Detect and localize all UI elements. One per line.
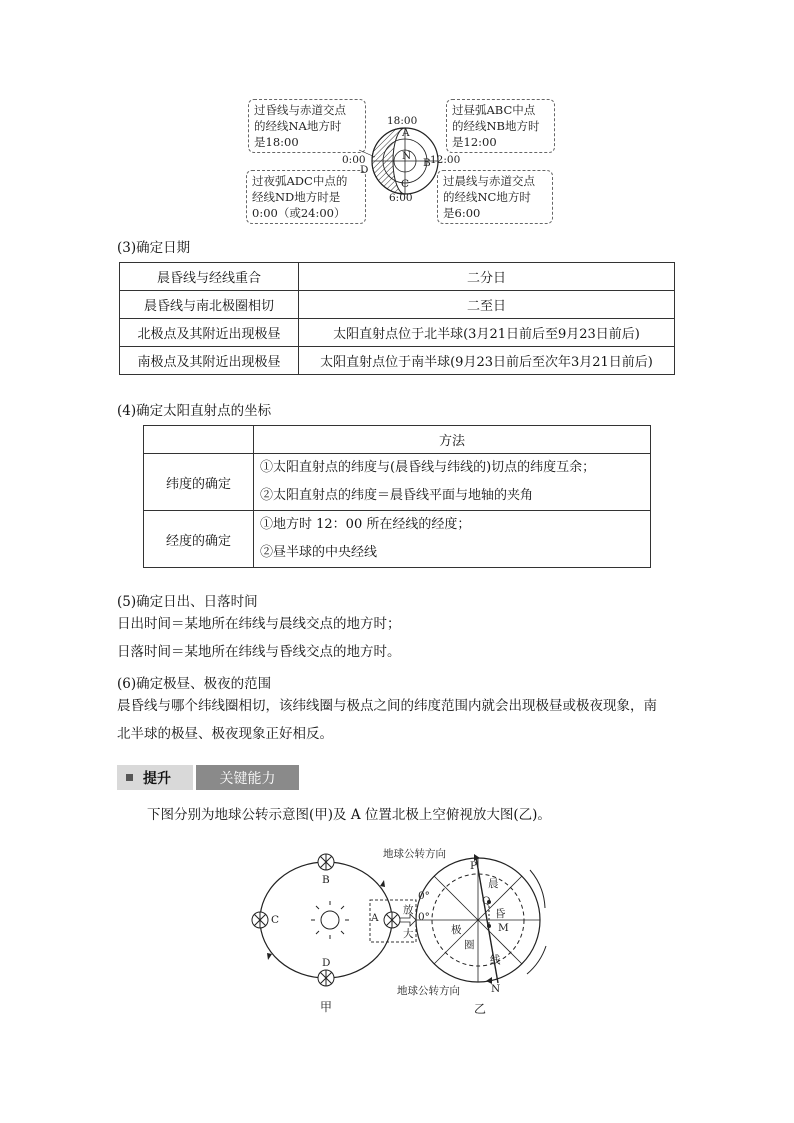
- table-cell: 晨昏线与南北极圈相切: [120, 291, 299, 319]
- latitude-method-1: ①太阳直射点的纬度与(晨昏线与纬线的)切点的纬度互余；: [260, 460, 596, 475]
- point-a-label: A: [402, 127, 410, 139]
- latitude-label: 纬度的确定: [144, 454, 254, 511]
- callout-nb: 过昼弧ABC中点 的经线NB地方时 是12:00: [446, 99, 555, 153]
- point-b-label: B: [423, 157, 431, 169]
- point-c-label: C: [401, 178, 410, 190]
- table-row: [120, 291, 675, 319]
- polar-text-1: 晨昏线与哪个纬线圈相切，该纬线圈与极点之间的纬度范围内就会出现极昼或极夜现象，南: [117, 698, 657, 714]
- orbit-d-label: D: [322, 957, 331, 969]
- polar-char: 极: [451, 924, 462, 936]
- badge-left-label: 提升: [143, 770, 171, 787]
- date-table: [119, 262, 675, 375]
- table-cell: 晨昏线与经线重合: [120, 263, 299, 291]
- square-icon: [126, 774, 133, 781]
- table-cell: 太阳直射点位于南半球(9月23日前后至次年3月21日前后): [299, 347, 675, 375]
- table-row: [144, 426, 651, 454]
- revolution-direction-bottom: 地球公转方向: [397, 985, 460, 997]
- orbit-b-label: B: [322, 874, 330, 886]
- point-q-label: Q: [482, 895, 491, 907]
- method-header: 方法: [254, 426, 651, 454]
- table-cell: 太阳直射点位于北半球(3月21日前后至9月23日前后): [299, 319, 675, 347]
- longitude-methods: [254, 511, 651, 568]
- sun-icon: [311, 901, 349, 939]
- sunset-text: 日落时间＝某地所在纬线与昏线交点的地方时。: [117, 644, 401, 660]
- table-row: [144, 454, 651, 511]
- orbit-c-label: C: [271, 914, 280, 926]
- enlarge-label-2: 大: [403, 928, 414, 940]
- table-cell: 二分日: [299, 263, 675, 291]
- time-12-label: 12:00: [430, 154, 461, 166]
- table-cell: 二至日: [299, 291, 675, 319]
- time-6-label: 6:00: [389, 192, 413, 204]
- badge-left: [117, 765, 193, 790]
- circle-char: 圈: [464, 939, 475, 951]
- table-row: [120, 347, 675, 375]
- point-p-label: P: [470, 860, 478, 872]
- point-n-label: N: [491, 983, 501, 995]
- dusk-char: 昏: [495, 908, 506, 920]
- time-0-label: 0:00: [342, 154, 366, 166]
- longitude-method-2: ②昼半球的中央经线: [260, 545, 378, 560]
- table-row: [120, 319, 675, 347]
- dawn-char: 晨: [488, 878, 499, 890]
- latitude-method-2: ②太阳直射点的纬度＝晨昏线平面与地轴的夹角: [260, 488, 534, 503]
- section-badge: [117, 765, 299, 790]
- badge-right-label: 关键能力: [219, 770, 276, 787]
- caption-jia: 甲: [320, 1000, 333, 1014]
- callout-nd: 过夜弧ADC中点的 经线ND地方时是 0:00（或24:00）: [246, 170, 366, 224]
- table-cell: [144, 426, 254, 454]
- caption-yi: 乙: [474, 1002, 487, 1016]
- longitude-method-1: ①地方时 12：00 所在经线的经度；: [260, 517, 471, 532]
- revolution-direction-top: 地球公转方向: [383, 848, 446, 860]
- point-d-label: D: [360, 164, 369, 176]
- section6-heading: (6)确定极昼、极夜的范围: [117, 676, 272, 692]
- table-row: [144, 511, 651, 568]
- latitude-methods: [254, 454, 651, 511]
- enlarge-label-1: 放: [403, 904, 414, 916]
- callout-nc: 过晨线与赤道交点 的经线NC地方时 是6:00: [437, 170, 553, 224]
- point-n-label: N: [402, 150, 412, 162]
- badge-right: [196, 765, 299, 790]
- table-cell: 南极点及其附近出现极昼: [120, 347, 299, 375]
- table-cell: 北极点及其附近出现极昼: [120, 319, 299, 347]
- table-row: [120, 263, 675, 291]
- degree-label-2: 0°: [418, 911, 430, 923]
- point-m-label: M: [498, 922, 509, 934]
- solar-point-table: [143, 425, 651, 568]
- line-char: 线: [490, 954, 501, 966]
- section5-heading: (5)确定日出、日落时间: [117, 594, 258, 610]
- sunrise-text: 日出时间＝某地所在纬线与晨线交点的地方时；: [117, 616, 401, 632]
- section3-heading: (3)确定日期: [117, 240, 191, 256]
- callout-na: 过昏线与赤道交点 的经线NA地方时 是18:00: [248, 99, 366, 153]
- degree-label-1: 0°: [418, 890, 430, 902]
- polar-text-2: 北半球的极昼、极夜现象正好相反。: [117, 726, 333, 742]
- longitude-label: 经度的确定: [144, 511, 254, 568]
- orbit-a-label: A: [371, 912, 379, 924]
- intro-text: 下图分别为地球公转示意图(甲)及 A 位置北极上空俯视放大图(乙)。: [147, 807, 551, 823]
- section4-heading: (4)确定太阳直射点的坐标: [117, 403, 272, 419]
- time-18-label: 18:00: [387, 115, 418, 127]
